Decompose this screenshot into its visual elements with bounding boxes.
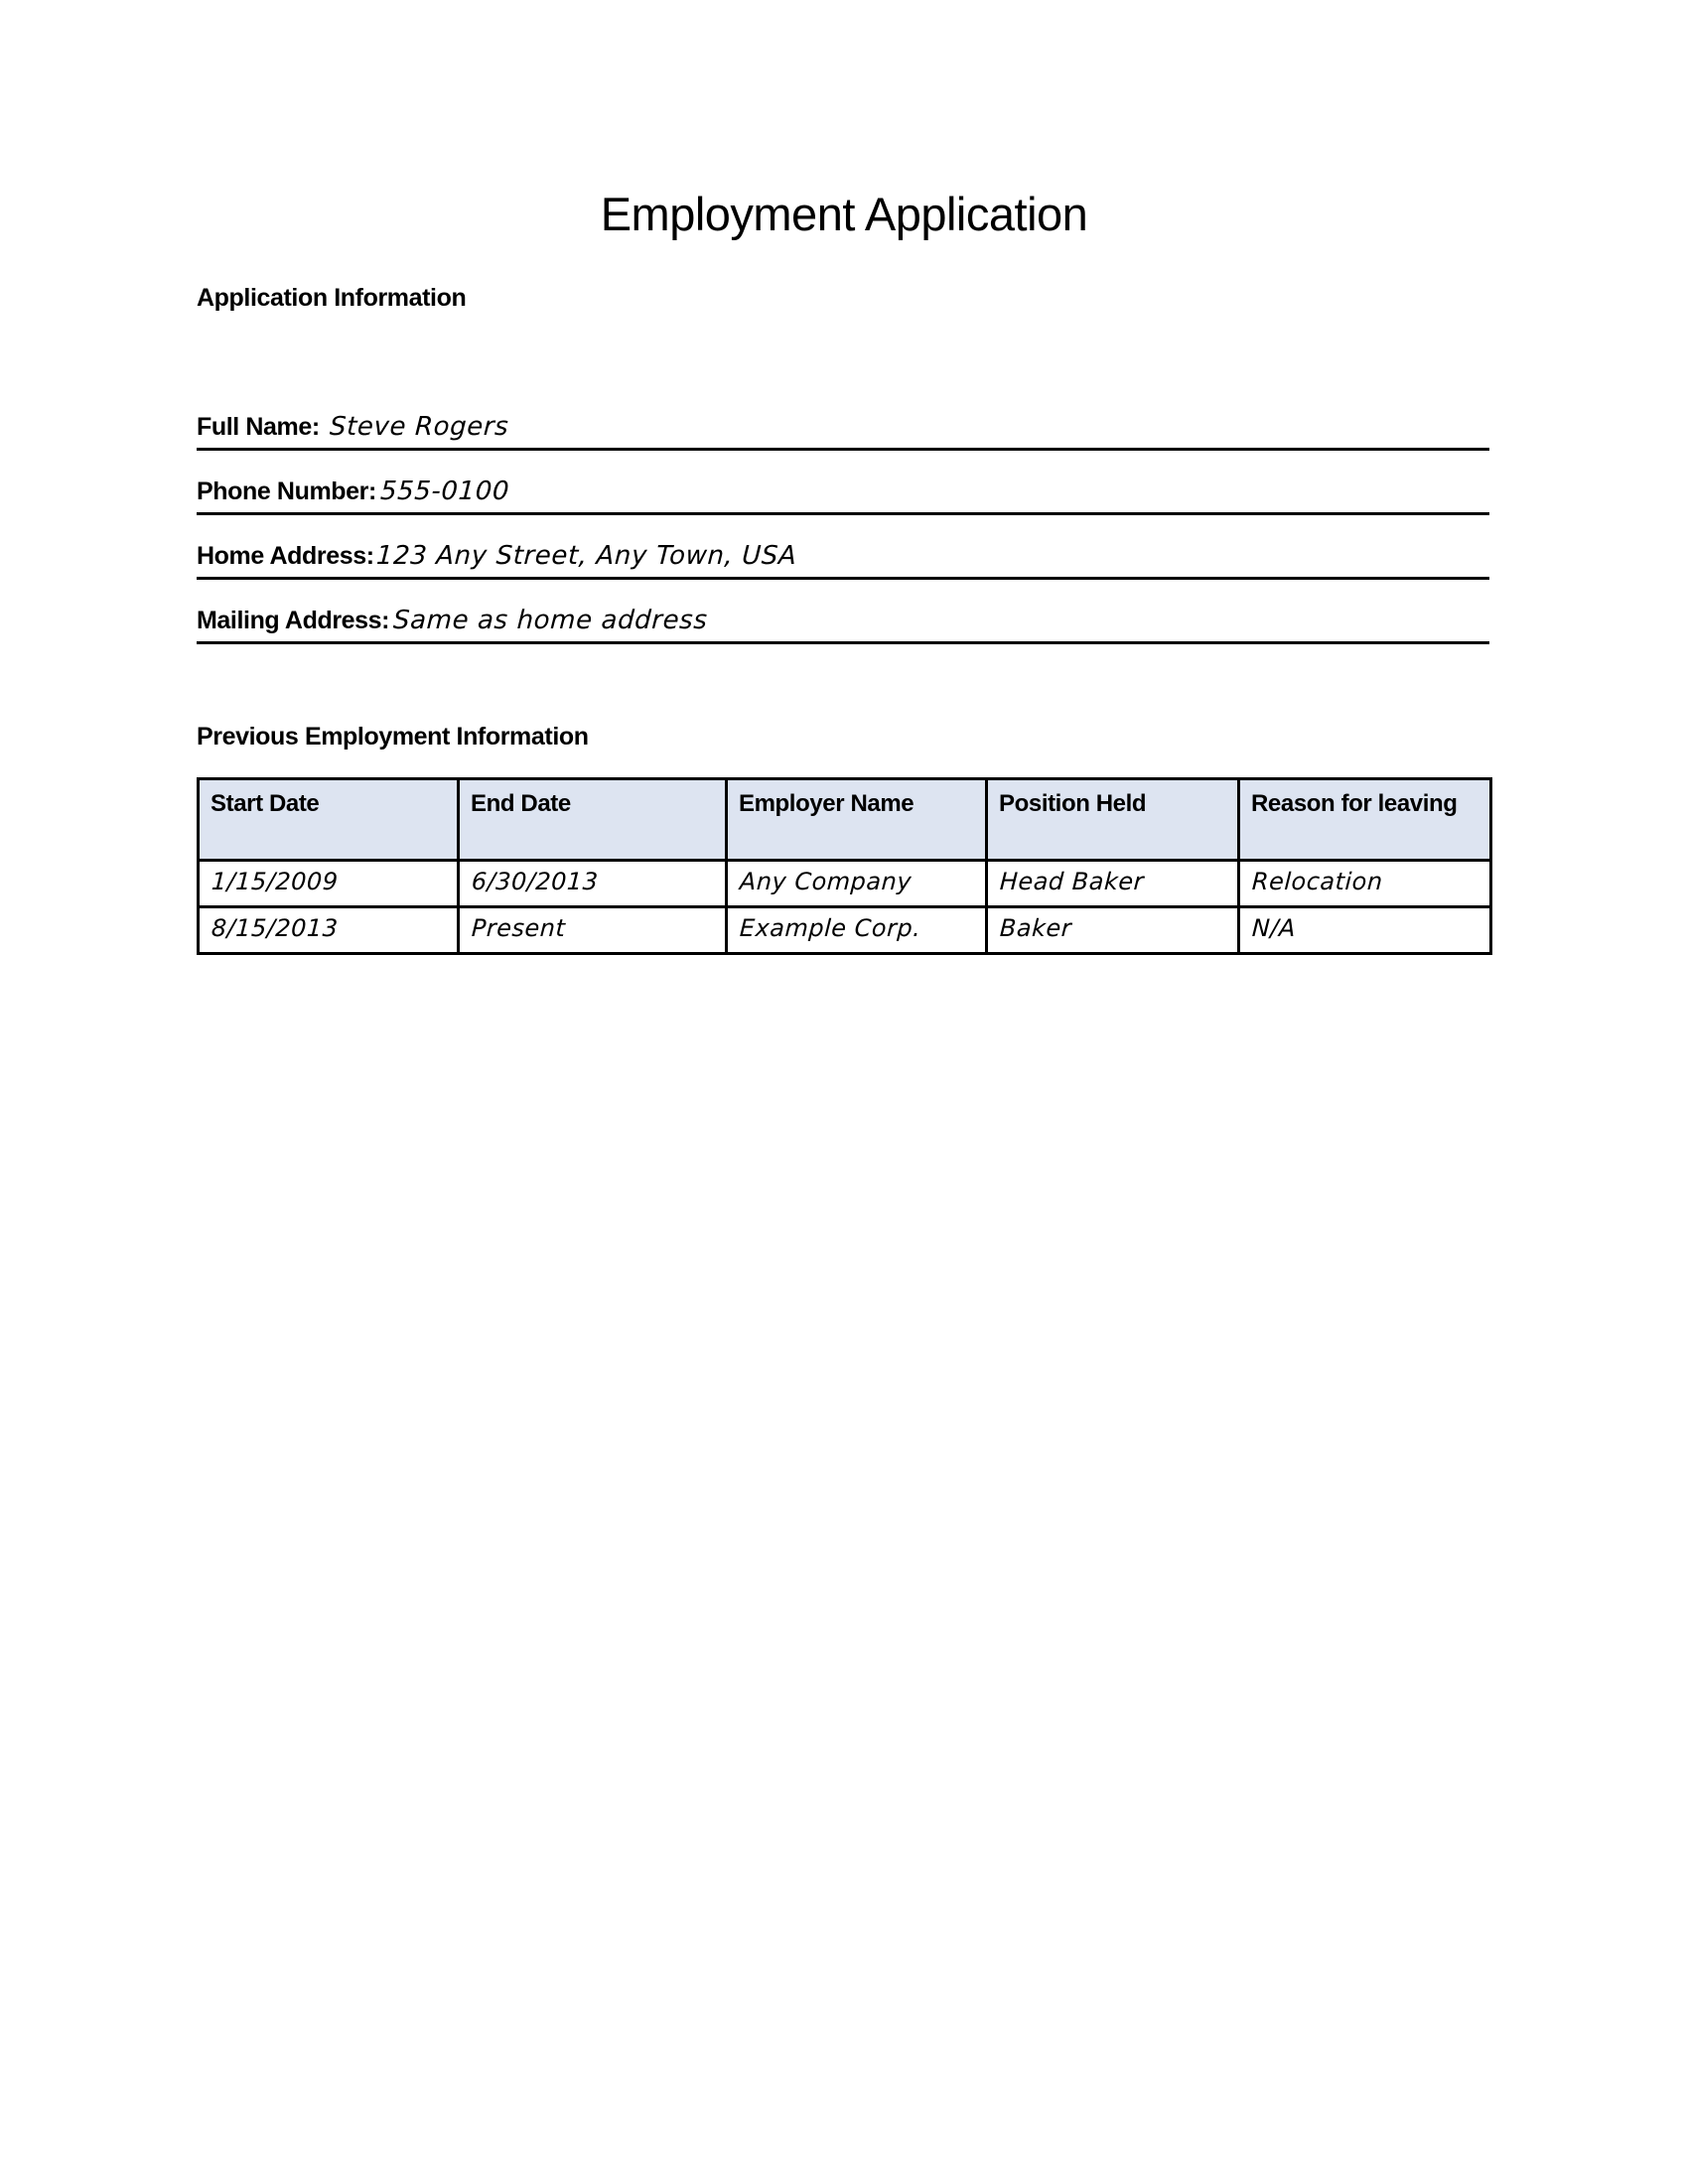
field-value-mailing-address[interactable]: Same as home address: [392, 606, 709, 635]
cell-reason-for-leaving[interactable]: [1239, 861, 1491, 907]
cell-text: Example Corp.: [739, 914, 922, 942]
table-row: [199, 861, 1491, 907]
previous-employment-table: [197, 777, 1492, 955]
form-field-underline: [197, 472, 1489, 515]
field-label-mailing-address: Mailing Address:: [197, 607, 390, 634]
field-label-home-address: Home Address:: [197, 542, 374, 570]
cell-text: Any Company: [739, 868, 913, 895]
cell-employer-name[interactable]: [727, 907, 987, 954]
cell-end-date[interactable]: [459, 861, 727, 907]
cell-text: Present: [471, 914, 567, 942]
form-field-full-name[interactable]: [197, 407, 1489, 451]
page-title: Employment Application: [600, 188, 1088, 240]
field-label-phone-number: Phone Number:: [197, 478, 376, 505]
form-field-underline: [197, 601, 1489, 644]
cell-text: 8/15/2013: [211, 914, 340, 942]
cell-text: 1/15/2009: [211, 868, 340, 895]
field-value-home-address[interactable]: 123 Any Street, Any Town, USA: [374, 541, 797, 571]
cell-start-date[interactable]: [199, 907, 459, 954]
field-value-full-name[interactable]: Steve Rogers: [329, 412, 509, 442]
cell-end-date[interactable]: [459, 907, 727, 954]
table-column-header-position-held: Position Held: [987, 779, 1239, 861]
cell-start-date[interactable]: [199, 861, 459, 907]
table-row: [199, 907, 1491, 954]
cell-text: Head Baker: [999, 868, 1145, 895]
form-field-underline: [197, 536, 1489, 580]
cell-text: Relocation: [1251, 868, 1384, 895]
table-header-row: [199, 779, 1491, 861]
field-label-full-name: Full Name:: [197, 413, 320, 441]
table-column-header-reason-for-leaving: Reason for leaving: [1239, 779, 1491, 861]
cell-reason-for-leaving[interactable]: [1239, 907, 1491, 954]
form-field-phone-number[interactable]: [197, 472, 1489, 515]
form-field-home-address[interactable]: [197, 536, 1489, 580]
cell-position-held[interactable]: [987, 861, 1239, 907]
form-field-underline: [197, 407, 1489, 451]
section-heading-application-information: Application Information: [197, 284, 467, 312]
section-heading-previous-employment-information: Previous Employment Information: [197, 723, 589, 751]
cell-position-held[interactable]: [987, 907, 1239, 954]
cell-employer-name[interactable]: [727, 861, 987, 907]
table-column-header-employer-name: Employer Name: [727, 779, 987, 861]
table-column-header-end-date: End Date: [459, 779, 727, 861]
cell-text: Baker: [999, 914, 1072, 942]
form-field-mailing-address[interactable]: [197, 601, 1489, 644]
table-column-header-start-date: Start Date: [199, 779, 459, 861]
field-value-phone-number[interactable]: 555-0100: [379, 477, 510, 506]
cell-text: N/A: [1251, 914, 1297, 942]
cell-text: 6/30/2013: [471, 868, 600, 895]
